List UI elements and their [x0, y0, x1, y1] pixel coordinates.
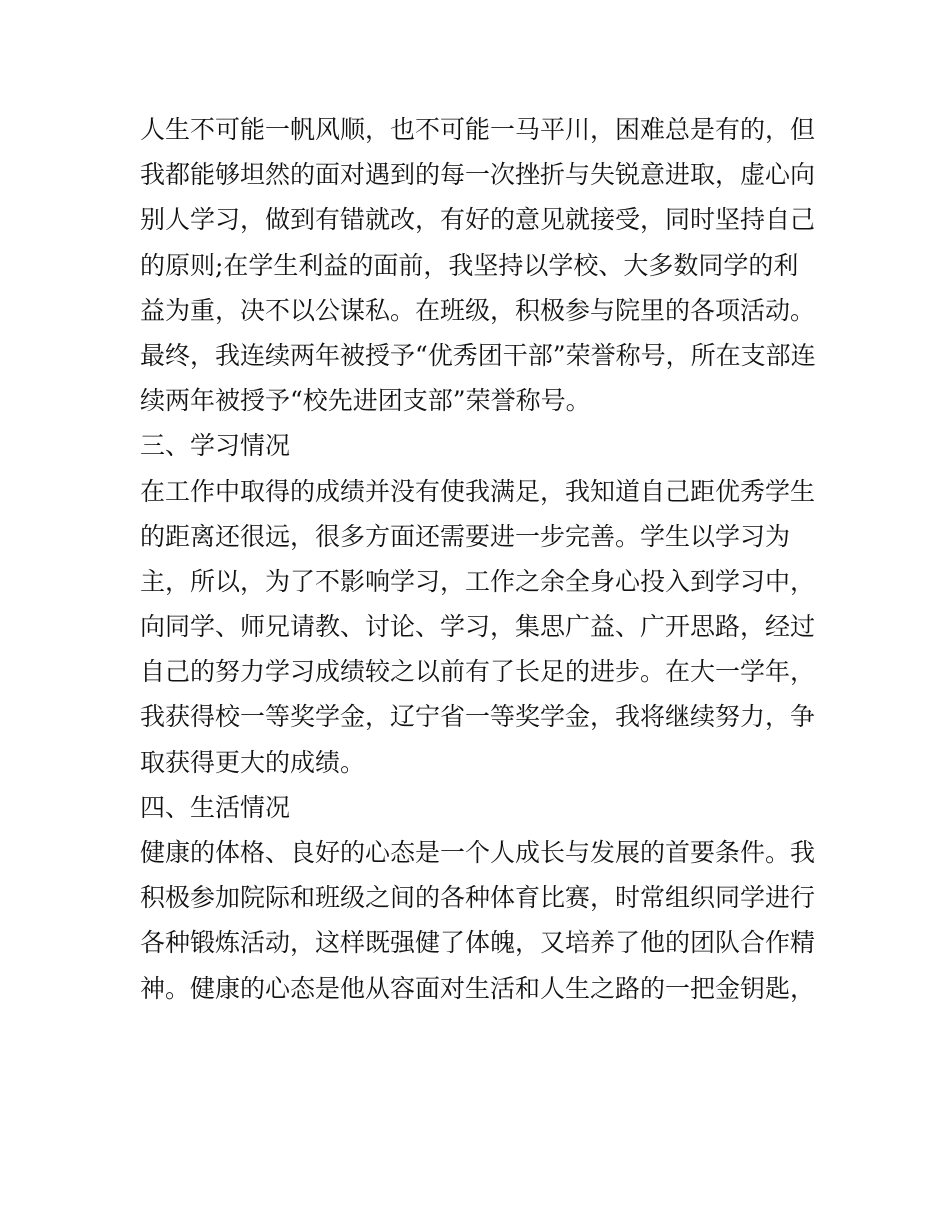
text-line: 向同学、师兄请教、讨论、学习，集思广益、广开思路，经过 [140, 612, 816, 642]
text-line: 我获得校一等奖学金，辽宁省一等奖学金，我将继续努力，争 [140, 702, 816, 732]
text-line: 神。健康的心态是他从容面对生活和人生之路的一把金钥匙， [140, 973, 816, 1003]
text-line: 别人学习，做到有错就改，有好的意见就接受，同时坚持自己 [140, 205, 816, 235]
text-line: 续两年被授予“校先进团支部”荣誉称号。 [140, 386, 591, 416]
section-heading-study: 三、学习情况 [140, 431, 291, 461]
text-line: 益为重，决不以公谋私。在班级，积极参与院里的各项活动。 [140, 295, 816, 325]
text-line: 主，所以，为了不影响学习，工作之余全身心投入到学习中， [140, 566, 816, 596]
text-line: 各种锻炼活动，这样既强健了体魄，又培养了他的团队合作精 [140, 928, 816, 958]
text-line: 人生不可能一帆风顺，也不可能一马平川，困难总是有的，但 [140, 115, 816, 144]
text-line: 自己的努力学习成绩较之以前有了长足的进步。在大一学年， [140, 657, 816, 687]
section-heading-life: 四、生活情况 [140, 792, 291, 822]
document-body [140, 107, 820, 1011]
text-line: 健康的体格、良好的心态是一个人成长与发展的首要条件。我 [140, 838, 816, 867]
text-line: 取获得更大的成绩。 [140, 747, 366, 777]
text-line: 积极参加院际和班级之间的各种体育比赛，时常组织同学进行 [140, 883, 816, 913]
text-line: 的距离还很远，很多方面还需要进一步完善。学生以学习为 [140, 521, 791, 551]
text-line: 最终，我连续两年被授予“优秀团干部”荣誉称号，所在支部连 [140, 340, 816, 370]
text-line: 我都能够坦然的面对遇到的每一次挫折与失锐意进取，虚心向 [140, 160, 816, 190]
text-line: 的原则;在学生利益的面前，我坚持以学校、大多数同学的利 [140, 250, 799, 280]
text-line: 在工作中取得的成绩并没有使我满足，我知道自己距优秀学生 [140, 476, 816, 506]
